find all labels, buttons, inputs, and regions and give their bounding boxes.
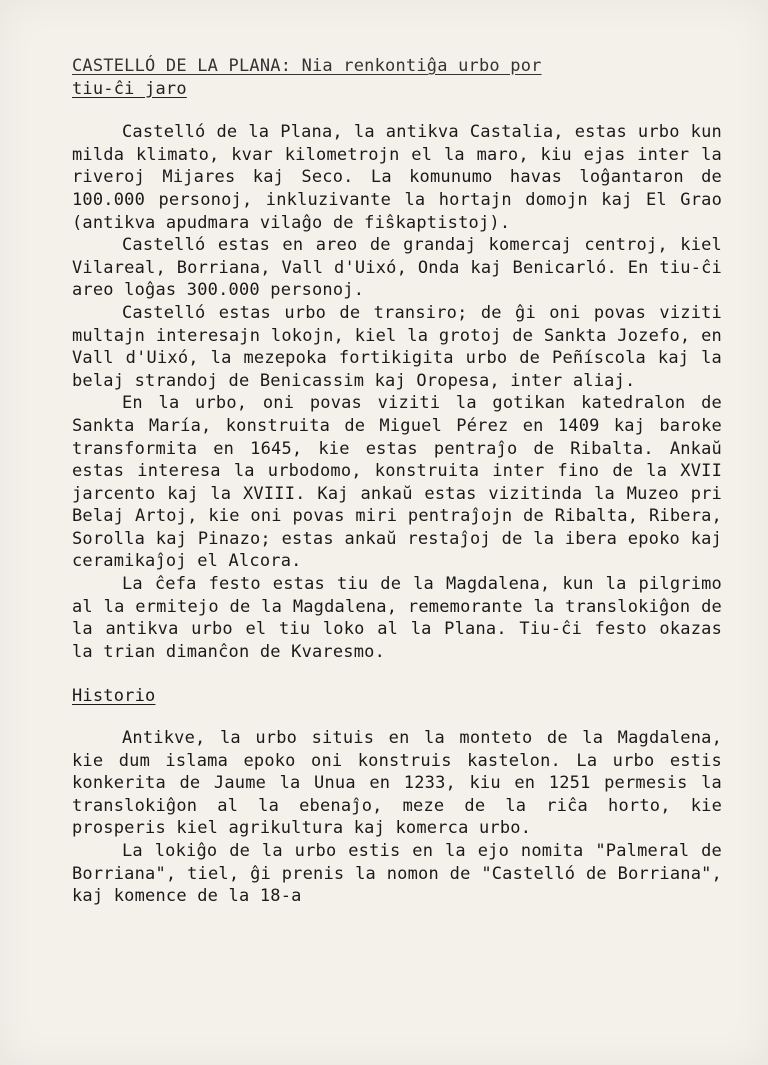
- document-title-line-2: tiu-ĉi jaro: [72, 78, 187, 99]
- section-heading-history: Historio: [72, 686, 156, 707]
- typewritten-text-body: [72, 55, 722, 908]
- paragraph-intro: Castelló de la Plana, la antikva Castalia, estas urbo kun milda klimato, kvar kilometrojn el la maro, kiu ejas inter la riveroj Mijares kaj Seco. La komunumo havas loĝantaron de 100.000 personoj, inkluzivante la hortajn domojn kaj El Grao (antikva apudmara vilaĝo de fiŝkaptistoj).: [72, 122, 722, 233]
- paragraph-festival: La ĉefa festo estas tiu de la Magdalena, kun la pilgrimo al la ermitejo de la Magdalena, rememorante la translokiĝon de la antikva urbo el tiu loko al la Plana. Tiu-ĉi festo okazas la trian dimanĉon de Kvaresmo.: [72, 574, 722, 662]
- document-title-line-1: CASTELLÓ DE LA PLANA: Nia renkontiĝa urbo por: [72, 56, 542, 76]
- paragraph-transit: Castelló estas urbo de transiro; de ĝi oni povas viziti multajn interesajn lokojn, kiel la grotoj de Sankta Jozefo, en Vall d'Uixó, la mezepoka fortikigita urbo de Peñíscola kaj la belaj strandoj de Benicassim kaj Oropesa, inter aliaj.: [72, 302, 722, 391]
- paragraph-history-1: Antikve, la urbo situis en la monteto de la Magdalena, kie dum islama epoko oni konstruis kastelon. La urbo estis konkerita de Jaume la Unua en 1233, kiu en 1251 permesis la translokiĝon al la ebenaĵo, meze de la riĉa horto, kie prosperis kiel agrikultura kaj komerca urbo.: [72, 728, 722, 839]
- paragraph-sights: En la urbo, oni povas viziti la gotikan katedralon de Sankta María, konstruita de Miguel Pérez en 1409 kaj baroke transformita en 1645, kie estas pentraĵo de Ribalta. Ankaŭ estas interesa la urbodomo, konstruita inter fino de la XVII jarcento kaj la XVIII. Kaj ankaŭ estas vizitinda la Muzeo pri Belaj Artoj, kie oni povas miri pentraĵojn de Ribalta, Ribera, Sorolla kaj Pinazo; estas ankaŭ restaĵoj de la ibera epoko kaj ceramikaĵoj el Alcora.: [72, 393, 722, 572]
- paragraph-commerce: Castelló estas en areo de grandaj komercaj centroj, kiel Vilareal, Borriana, Vall d'Uixó, Onda kaj Benicarló. En tiu-ĉi areo loĝas 300.000 personoj.: [72, 235, 722, 301]
- paragraph-history-2: La lokiĝo de la urbo estis en la ejo nomita "Palmeral de Borriana", tiel, ĝi prenis la nomon de "Castelló de Borriana", kaj komence de la 18-a: [72, 841, 722, 907]
